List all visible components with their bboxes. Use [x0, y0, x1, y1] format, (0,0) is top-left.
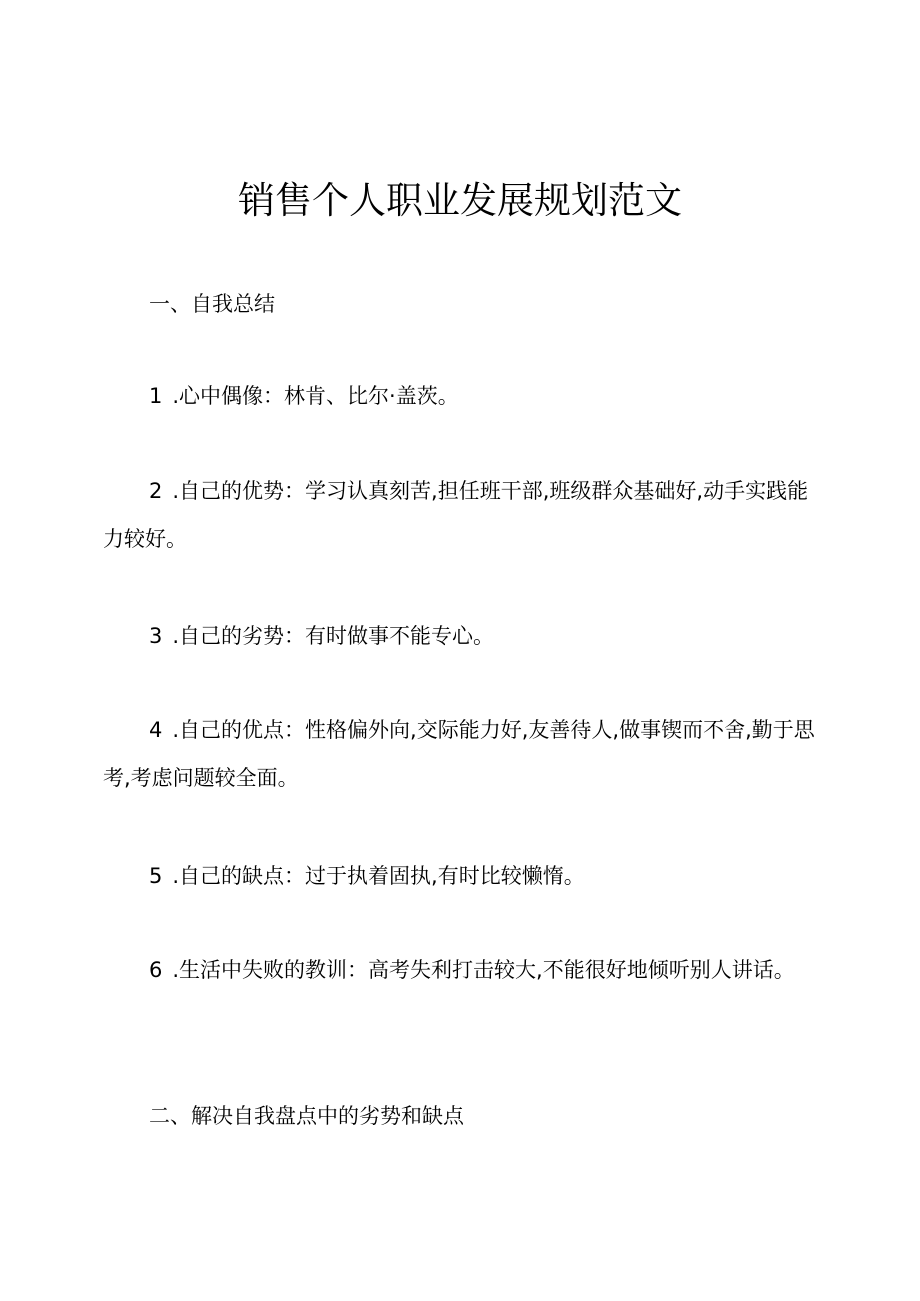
paragraph-text: .心中偶像：林肯、比尔·盖茨。 [172, 384, 459, 408]
paragraph-text: .生活中失败的教训：高考失利打击较大,不能很好地倾听别人讲话。 [172, 958, 795, 982]
list-item [103, 946, 815, 994]
section-heading [103, 1092, 815, 1140]
item-number: 2 [149, 479, 163, 503]
paragraph-text: .自己的缺点：过于执着固执,有时比较懒惰。 [172, 864, 585, 888]
paragraph-text: .自己的优势：学习认真刻苦,担任班干部,班级群众基础好,动手实践能力较好。 [103, 479, 809, 551]
paragraph-text: 一、自我总结 [149, 292, 275, 316]
list-item [103, 852, 815, 900]
item-number: 4 [149, 718, 163, 742]
list-item [103, 612, 815, 660]
item-number: 5 [149, 864, 163, 888]
list-item [103, 467, 815, 563]
list-item [103, 706, 815, 802]
item-number: 1 [149, 384, 163, 408]
item-number: 6 [149, 958, 163, 982]
section-heading [103, 280, 815, 328]
list-item [103, 372, 815, 420]
paragraph-text: .自己的劣势：有时做事不能专心。 [172, 624, 495, 648]
paragraph-text: .自己的优点：性格偏外向,交际能力好,友善待人,做事锲而不舍,勤于思考,考虑问题较全面。 [103, 718, 815, 790]
paragraph-text: 二、解决自我盘点中的劣势和缺点 [149, 1104, 464, 1128]
item-number: 3 [149, 624, 163, 648]
document-title: 销售个人职业发展规划范文 [238, 179, 682, 222]
